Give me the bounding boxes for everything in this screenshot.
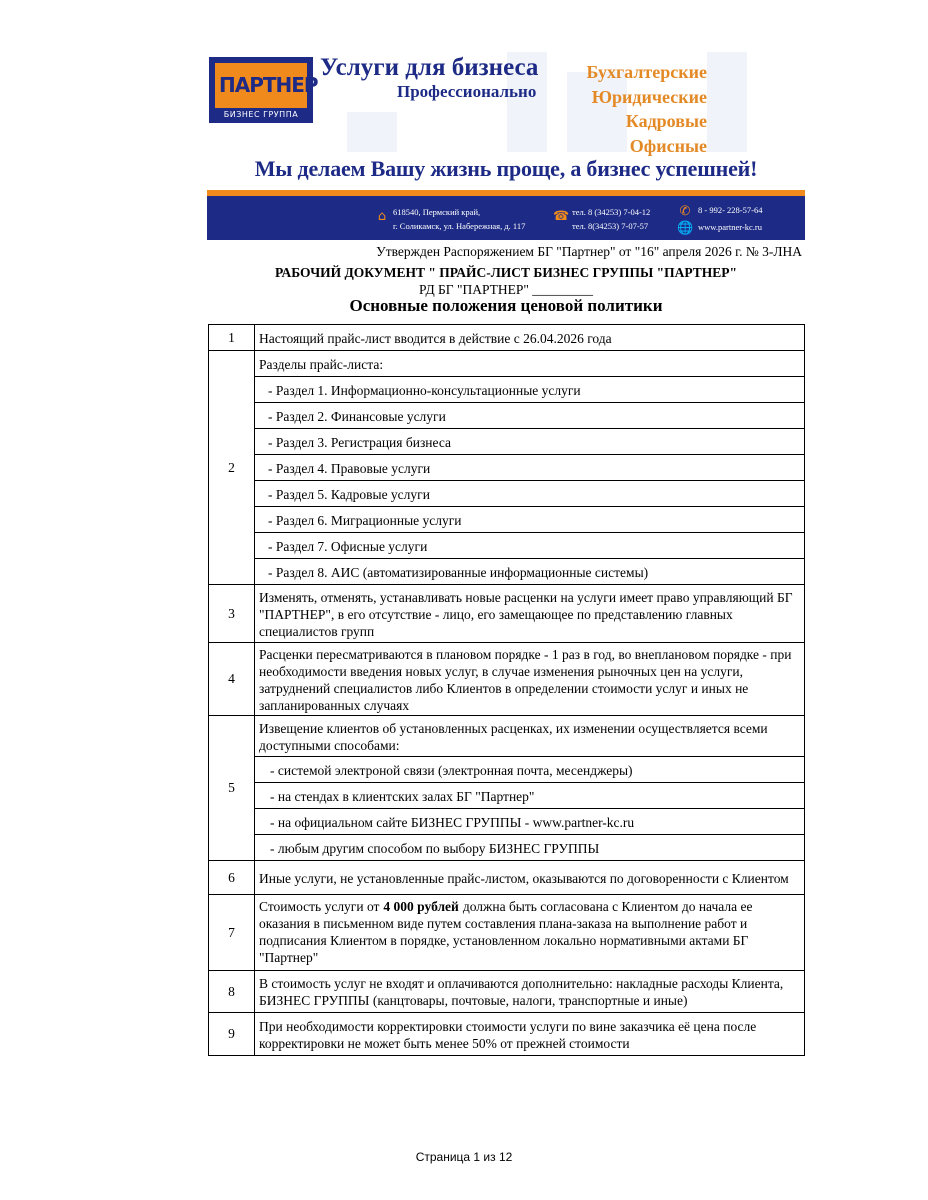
list-item: - на стендах в клиентских залах БГ "Партнер" bbox=[255, 782, 804, 808]
row-number: 2 bbox=[209, 351, 255, 584]
phone-2: тел. 8(34253) 7-07-57 bbox=[572, 221, 649, 231]
table-row bbox=[208, 585, 805, 643]
document-code: РД БГ "ПАРТНЕР" _________ bbox=[418, 282, 594, 297]
address-line-2: г. Соликамск, ул. Набережная, д. 117 bbox=[393, 221, 526, 231]
list-item: - Раздел 3. Регистрация бизнеса bbox=[255, 428, 804, 454]
row-text: Расценки пересматриваются в плановом порядке - 1 раз в год, во внеплановом порядке - при необходимости введения новых услуг, в случае изменения рыночных цен на услуги, затруднений специалистов либо Клиентов в определении стоимости услуг и иных не запланированных случаях bbox=[259, 646, 792, 713]
list-item: - Раздел 5. Кадровые услуги bbox=[255, 480, 804, 506]
row-text: При необходимости корректировки стоимости услуги по вине заказчика её цена после корректировки не может быть менее 50% от прежней стоимости bbox=[259, 1018, 757, 1051]
row-text: Изменять, отменять, устанавливать новые расценки на услуги имеет право управляющий БГ "ПАРТНЕР", в его отсутствие - лицо, его замещающее по представлению главных специалистов групп bbox=[259, 589, 793, 639]
mobile-phone: 8 - 992- 228-57-64 bbox=[698, 205, 763, 215]
table-row bbox=[208, 324, 805, 351]
page-number: Страница 1 из 12 bbox=[415, 1150, 513, 1164]
phone-icon: ☎ bbox=[553, 209, 570, 224]
list-item: - на официальном сайте БИЗНЕС ГРУППЫ - www.partner-kc.ru bbox=[255, 808, 804, 834]
table-row bbox=[208, 971, 805, 1013]
contact-bar bbox=[207, 199, 805, 240]
price-threshold: 4 000 рублей bbox=[383, 899, 459, 914]
list-item: - Раздел 1. Информационно-консультационные услуги bbox=[255, 376, 804, 402]
banner-background-shape bbox=[347, 112, 397, 152]
logo-plate bbox=[215, 63, 318, 108]
row-text: Извещение клиентов об установленных расценках, их изменении осуществляется всеми доступными способами: bbox=[259, 720, 768, 753]
row-number: 9 bbox=[209, 1013, 255, 1055]
row-text: Настоящий прайс-лист вводится в действие с 26.04.2026 года bbox=[259, 330, 612, 346]
service-accounting: Бухгалтерские bbox=[586, 62, 707, 82]
row-text: Иные услуги, не установленные прайс-листом, оказываются по договоренности с Клиентом bbox=[259, 870, 789, 886]
web-icon: 🌐 bbox=[677, 221, 694, 236]
list-item: - системой электроной связи (электронная почта, месенджеры) bbox=[255, 756, 804, 782]
row-number: 3 bbox=[209, 585, 255, 642]
phone-1: тел. 8 (34253) 7-04-12 bbox=[572, 207, 651, 217]
row-number: 1 bbox=[209, 325, 255, 350]
row-number: 5 bbox=[209, 716, 255, 860]
company-logo bbox=[209, 57, 318, 123]
banner-subtitle: Профессионально bbox=[397, 82, 537, 101]
row-number: 6 bbox=[209, 861, 255, 894]
table-row bbox=[208, 895, 805, 971]
section-heading: Основные положения ценовой политики bbox=[349, 296, 663, 315]
banner-title: Услуги для бизнеса bbox=[320, 54, 539, 81]
list-item: - Раздел 2. Финансовые услуги bbox=[255, 402, 804, 428]
service-hr: Кадровые bbox=[625, 111, 707, 131]
row-text: В стоимость услуг не входят и оплачиваются дополнительно: накладные расходы Клиента, БИЗНЕС ГРУППЫ (канцтовары, почтовые, налоги, транспортные и иные) bbox=[259, 976, 784, 1008]
list-item: - Раздел 4. Правовые услуги bbox=[255, 454, 804, 480]
row-text bbox=[255, 895, 804, 970]
policy-table bbox=[208, 324, 805, 1056]
approval-note: Утвержден Распоряжением БГ "Партнер" от "16" апреля 2026 г. № 3-ЛНА bbox=[376, 244, 802, 259]
whatsapp-icon: ✆ bbox=[679, 204, 691, 219]
list-item: - Раздел 8. АИС (автоматизированные информационные системы) bbox=[255, 558, 804, 584]
address-line-1: 618540, Пермский край, bbox=[393, 207, 481, 217]
list-item: - любым другим способом по выбору БИЗНЕС ГРУППЫ bbox=[255, 834, 804, 860]
table-row bbox=[208, 716, 805, 861]
logo-name: ПАРТНЕР bbox=[219, 73, 318, 97]
row-text: Разделы прайс-листа: bbox=[259, 356, 384, 372]
row-number: 8 bbox=[209, 971, 255, 1012]
list-item: - Раздел 6. Миграционные услуги bbox=[255, 506, 804, 532]
table-row bbox=[208, 643, 805, 716]
slogan: Мы делаем Вашу жизнь проще, а бизнес успешней! bbox=[254, 156, 758, 181]
row-text-start: Стоимость услуги от bbox=[259, 899, 380, 914]
table-row bbox=[208, 861, 805, 895]
row-text-end: должна быть согласована с Клиентом до начала ее оказания в письменном виде путем составления плана-заказа на выполнение работ и подписания Клиентом в порядке, установленном локально нормативными актами БГ "Партнер" bbox=[259, 899, 753, 965]
banner-background-shape bbox=[707, 52, 747, 152]
services-list bbox=[587, 60, 707, 158]
document-title: РАБОЧИЙ ДОКУМЕНТ " ПРАЙС-ЛИСТ БИЗНЕС ГРУППЫ "ПАРТНЕР" bbox=[274, 265, 738, 280]
home-icon: ⌂ bbox=[377, 209, 387, 224]
table-row bbox=[208, 351, 805, 585]
header-banner bbox=[207, 52, 805, 188]
website-link[interactable]: www.partner-kc.ru bbox=[698, 222, 762, 232]
logo-subtitle: БИЗНЕС ГРУППА bbox=[223, 110, 299, 119]
service-office: Офисные bbox=[629, 135, 707, 156]
list-item: - Раздел 7. Офисные услуги bbox=[255, 532, 804, 558]
row-number: 4 bbox=[209, 643, 255, 715]
row-number: 7 bbox=[209, 895, 255, 970]
table-row bbox=[208, 1013, 805, 1056]
service-legal: Юридические bbox=[591, 86, 707, 107]
